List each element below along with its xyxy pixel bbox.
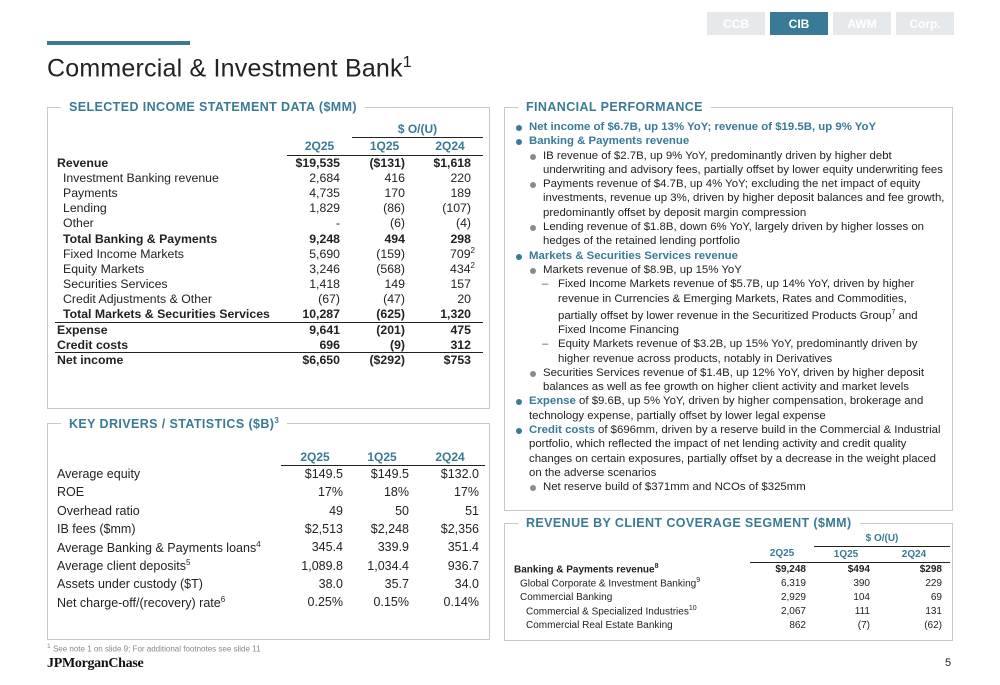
income-group-header: $ O/(U) xyxy=(352,121,483,137)
tab-awm[interactable]: AWM xyxy=(833,12,891,35)
row-label: ROE xyxy=(57,485,85,500)
row-label: Net income xyxy=(57,353,124,368)
bullet-item: – Fixed Income Markets revenue of $5.7B, up 14% YoY, driven by higher revenue in Currencies & Emerging Markets, Rates and Commodities, partially offset by lower revenue in the Securitized Products Group$^7$ and Fixed Income Financing xyxy=(513,277,945,337)
kd-col-header: 1Q25 xyxy=(349,449,415,465)
cell-value: 4,735 xyxy=(309,185,340,200)
cell-value: 20 xyxy=(457,292,471,307)
table-row xyxy=(55,322,483,337)
cell-value: 170 xyxy=(384,185,405,200)
table-row xyxy=(55,520,485,538)
cell-value: 2,929 xyxy=(780,591,806,603)
table-row xyxy=(55,201,483,216)
page-title: Commercial & Investment Bank$^1$ xyxy=(47,54,412,83)
rev-group-header: $ O/(U) xyxy=(814,532,950,546)
row-label: Fixed Income Markets xyxy=(63,246,184,261)
financial-performance-list xyxy=(513,120,945,495)
cell-value: $2,248 xyxy=(370,522,409,537)
row-label: Commercial Banking xyxy=(520,591,613,603)
table-row xyxy=(55,307,483,322)
income-statement-heading: SELECTED INCOME STATEMENT DATA ($MM) xyxy=(61,100,365,114)
cell-value: $9,248 xyxy=(775,563,806,575)
cell-value: $298 xyxy=(919,563,942,575)
table-row xyxy=(55,261,483,276)
cell-value: 5,690 xyxy=(309,246,340,261)
cell-value: 3,246 xyxy=(309,261,340,276)
table-row xyxy=(55,155,483,170)
cell-value: 9,641 xyxy=(309,322,340,337)
table-row xyxy=(512,562,950,576)
cell-value: (86) xyxy=(383,201,405,216)
bullet-item: Markets revenue of $8.9B, up 15% YoY xyxy=(513,263,945,277)
row-label: Investment Banking revenue xyxy=(63,170,219,185)
cell-value: 149 xyxy=(384,277,405,292)
table-row xyxy=(55,337,483,352)
bullet-item: Banking & Payments revenue xyxy=(513,134,945,148)
cell-value: 298 xyxy=(450,231,471,246)
segment-nav xyxy=(707,12,954,35)
kd-col-header: 2Q24 xyxy=(415,449,485,465)
cell-value: (625) xyxy=(352,307,417,322)
row-label: Equity Markets xyxy=(63,261,145,276)
table-row xyxy=(55,277,483,292)
cell-value: 1,320 xyxy=(417,307,483,322)
row-label: Lending xyxy=(63,201,107,216)
cell-value: $149.5 xyxy=(304,467,343,482)
table-row xyxy=(55,216,483,231)
cell-value: $1,618 xyxy=(433,155,471,170)
cell-value: $6,650 xyxy=(302,353,340,368)
cell-value: $132.0 xyxy=(440,467,479,482)
footnote: $^1$ See note 1 on slide 9; For additional footnotes see slide 11 xyxy=(47,643,261,654)
cell-value: $753 xyxy=(443,353,471,368)
cell-value: ($131) xyxy=(369,155,405,170)
table-row xyxy=(55,231,483,246)
cell-value: 2,684 xyxy=(309,170,340,185)
cell-value: (6) xyxy=(389,216,405,231)
table-row xyxy=(55,575,485,593)
table-row xyxy=(55,556,485,574)
cell-value: 17% xyxy=(317,485,343,500)
cell-value: 0.14% xyxy=(443,595,479,610)
table-row xyxy=(55,465,485,483)
row-label: Commercial Real Estate Banking xyxy=(526,620,673,632)
table-row xyxy=(55,502,485,520)
page-number: 5 xyxy=(945,657,952,669)
table-row xyxy=(55,246,483,261)
cell-value: 390 xyxy=(853,577,870,589)
cell-value: 1,418 xyxy=(309,277,340,292)
cell-value: (62) xyxy=(924,620,942,632)
table-row xyxy=(55,292,483,307)
table-row xyxy=(512,590,950,604)
key-drivers-heading: KEY DRIVERS / STATISTICS ($B)$^3$ xyxy=(61,416,287,431)
cell-value: 38.0 xyxy=(318,576,343,591)
cell-value: 416 xyxy=(384,170,405,185)
cell-value: (67) xyxy=(318,292,340,307)
bullet-item: – Equity Markets revenue of $3.2B, up 15% YoY, predominantly driven by higher revenue across products, notably in Derivatives xyxy=(513,337,945,366)
cell-value: 339.9 xyxy=(377,540,409,555)
cell-value: 69 xyxy=(930,591,942,603)
bullet-item: Payments revenue of $4.7B, up 4% YoY; excluding the net impact of equity investments, revenue up 3%, driven by higher deposit balances and fee growth, predominantly offset by deposit margin compression xyxy=(513,177,945,220)
cell-value: 345.4 xyxy=(311,540,343,555)
table-row xyxy=(55,593,485,611)
tab-corp[interactable]: Corp. xyxy=(896,12,954,35)
cell-value: 104 xyxy=(853,591,870,603)
row-label: Credit Adjustments & Other xyxy=(63,292,212,307)
cell-value: 1,829 xyxy=(309,201,340,216)
cell-value: 10,287 xyxy=(287,307,352,322)
company-logo: JPMorganChase xyxy=(47,656,144,671)
financial-performance-heading: FINANCIAL PERFORMANCE xyxy=(518,100,711,114)
table-row xyxy=(512,605,950,619)
cell-value: $149.5 xyxy=(370,467,409,482)
cell-value: $2,513 xyxy=(304,522,343,537)
row-label: Average equity xyxy=(57,467,141,482)
cell-value: 696 xyxy=(287,337,352,352)
cell-value: (201) xyxy=(376,322,405,337)
title-accent-bar xyxy=(47,41,190,45)
row-label: Total Banking & Payments xyxy=(63,231,218,246)
cell-value: 18% xyxy=(383,485,409,500)
cell-value: $2,356 xyxy=(440,522,479,537)
cell-value: 0.25% xyxy=(307,595,343,610)
rev-col-header: 2Q24 xyxy=(878,546,950,562)
cell-value: 475 xyxy=(450,322,471,337)
bullet-item: Expense of $9.6B, up 5% YoY, driven by higher compensation, brokerage and technology expense, partially offset by lower legal expense xyxy=(513,394,945,423)
row-label: Securities Services xyxy=(63,277,168,292)
row-label: Banking & Payments revenue$^8$ xyxy=(514,562,659,576)
row-label: Other xyxy=(63,216,94,231)
key-drivers-table xyxy=(55,449,485,611)
cell-value: 6,319 xyxy=(780,577,806,589)
revenue-segment-heading: REVENUE BY CLIENT COVERAGE SEGMENT ($MM) xyxy=(518,516,860,530)
row-label: Overhead ratio xyxy=(57,503,140,518)
bullet-item: Securities Services revenue of $1.4B, up 12% YoY, driven by higher deposit balances as well as fee growth on higher client activity and market levels xyxy=(513,366,945,395)
cell-value: 312 xyxy=(417,337,483,352)
row-label: Total Markets & Securities Services xyxy=(55,307,287,322)
row-label: IB fees ($mm) xyxy=(57,522,136,537)
row-label: Commercial & Specialized Industries$^{10}$ xyxy=(526,605,697,618)
cell-value: 49 xyxy=(329,503,343,518)
income-statement-table xyxy=(55,121,483,368)
cell-value: 34.0 xyxy=(454,576,479,591)
row-label: Assets under custody ($T) xyxy=(57,576,203,591)
cell-value: (107) xyxy=(442,201,471,216)
cell-value: $494 xyxy=(847,563,870,575)
cell-value: (47) xyxy=(383,292,405,307)
cell-value: 862 xyxy=(789,620,806,632)
table-row xyxy=(512,576,950,590)
cell-value: 157 xyxy=(450,277,471,292)
cell-value: - xyxy=(335,216,340,231)
cell-value: $709^2$ xyxy=(450,246,475,262)
row-label: Revenue xyxy=(57,155,109,170)
cell-value: $434^2$ xyxy=(450,261,475,277)
cell-value: ($292) xyxy=(369,353,405,368)
row-label: Average Banking & Payments loans$^4$ xyxy=(57,539,261,555)
cell-value: 1,089.8 xyxy=(301,558,343,573)
cell-value: 351.4 xyxy=(447,540,479,555)
row-label: Credit costs xyxy=(55,337,287,352)
table-row xyxy=(512,619,950,633)
cell-value: 50 xyxy=(395,503,409,518)
bullet-item: Lending revenue of $1.8B, down 6% YoY, largely driven by higher losses on hedges of the retained lending portfolio xyxy=(513,220,945,249)
tab-ccb[interactable]: CCB xyxy=(707,12,765,35)
rev-col-header: 1Q25 xyxy=(814,546,878,562)
row-label: Average client deposits$^5$ xyxy=(57,558,191,574)
cell-value: (4) xyxy=(455,216,471,231)
cell-value: (159) xyxy=(376,246,405,261)
tab-cib[interactable]: CIB xyxy=(770,12,828,35)
cell-value: 936.7 xyxy=(447,558,479,573)
bullet-item: IB revenue of $2.7B, up 9% YoY, predominantly driven by higher debt underwriting and advisory fees, partially offset by lower equity underwriting fees xyxy=(513,149,945,178)
bullet-item: Markets & Securities Services revenue xyxy=(513,249,945,263)
table-row xyxy=(55,483,485,501)
table-row xyxy=(55,170,483,185)
cell-value: 1,034.4 xyxy=(367,558,409,573)
rev-col-header: 2Q25 xyxy=(750,546,814,562)
cell-value: 131 xyxy=(925,606,942,618)
cell-value: 17% xyxy=(453,485,479,500)
bullet-item: Credit costs of $696mm, driven by a reserve build in the Commercial & Industrial portfolio, which reflected the impact of net lending activity and credit quality changes on certain exposures, partially offset by a decrease in the weight placed on the adverse scenarios xyxy=(513,423,945,480)
row-label: Global Corporate & Investment Banking$^9$ xyxy=(520,577,701,590)
income-col-header: 1Q25 xyxy=(352,137,417,155)
income-col-header: 2Q24 xyxy=(417,137,483,155)
cell-value: 0.15% xyxy=(373,595,409,610)
cell-value: 189 xyxy=(450,185,471,200)
cell-value: 35.7 xyxy=(384,576,409,591)
cell-value: 220 xyxy=(450,170,471,185)
cell-value: (9) xyxy=(352,337,417,352)
bullet-item: Net income of $6.7B, up 13% YoY; revenue of $19.5B, up 9% YoY xyxy=(513,120,945,134)
table-row xyxy=(55,538,485,556)
bullet-item: Net reserve build of $371mm and NCOs of $325mm xyxy=(513,480,945,494)
income-col-header: 2Q25 xyxy=(287,137,352,155)
cell-value: 494 xyxy=(384,231,405,246)
row-label: Expense xyxy=(57,322,108,337)
cell-value: (568) xyxy=(376,261,405,276)
row-label: Net charge-off/(recovery) rate$^6$ xyxy=(57,594,226,610)
cell-value: 111 xyxy=(854,606,870,618)
cell-value: 9,248 xyxy=(309,231,340,246)
cell-value: 229 xyxy=(925,577,942,589)
cell-value: 2,067 xyxy=(780,606,806,618)
kd-col-header: 2Q25 xyxy=(281,449,349,465)
cell-value: 51 xyxy=(465,503,479,518)
revenue-segment-table xyxy=(512,532,950,633)
table-row xyxy=(55,352,483,367)
row-label: Payments xyxy=(63,185,118,200)
cell-value: (7) xyxy=(857,620,870,632)
cell-value: $19,535 xyxy=(295,155,340,170)
table-row xyxy=(55,185,483,200)
